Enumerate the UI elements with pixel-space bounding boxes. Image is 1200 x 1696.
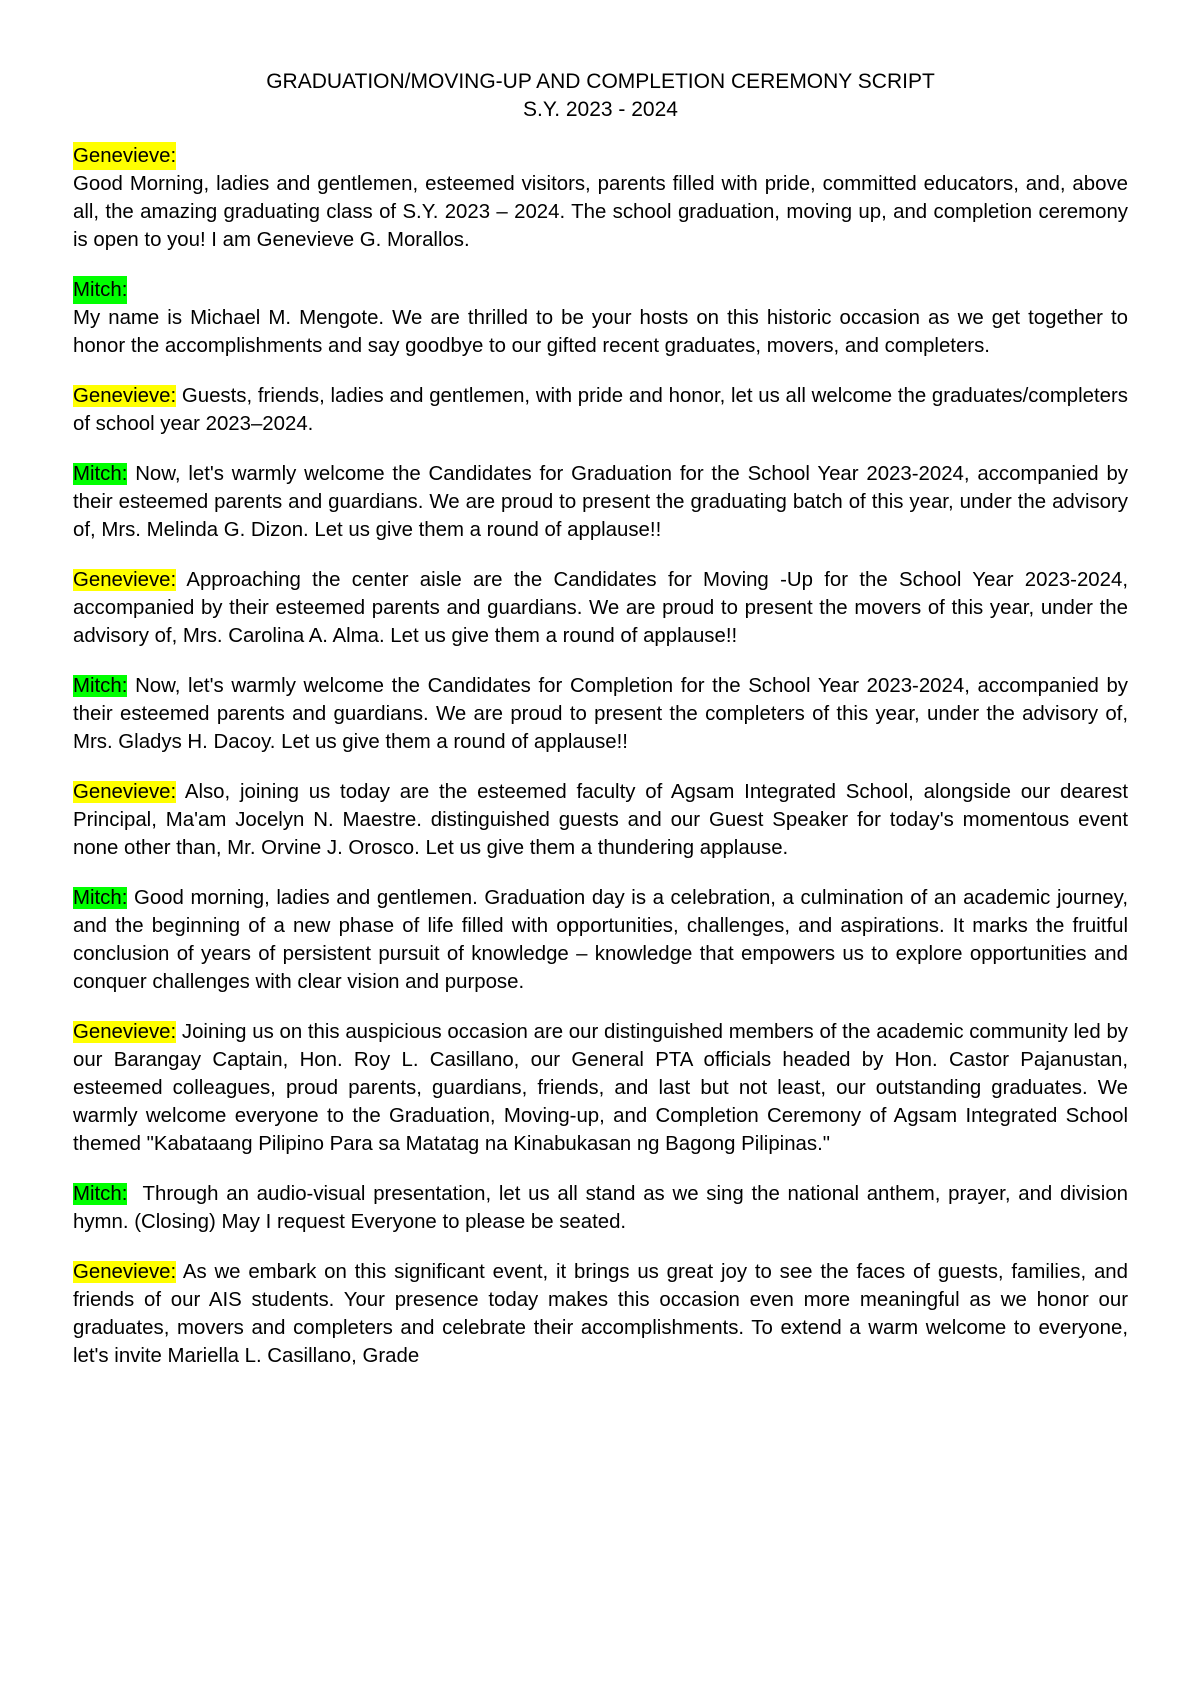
speaker-label-mitch: Mitch:: [73, 1183, 128, 1205]
document-header: [73, 68, 1128, 124]
school-year: S.Y. 2023 - 2024: [523, 98, 678, 121]
script-entry: [73, 1180, 1128, 1236]
speaker-line: Guests, friends, ladies and gentlemen, with pride and honor, let us all welcome the graduates/completers of school year 2023–2024.: [73, 385, 1129, 435]
script-entry: [73, 778, 1128, 862]
document-title: GRADUATION/MOVING-UP AND COMPLETION CEREMONY SCRIPT: [266, 70, 935, 93]
script-entry: [73, 382, 1128, 438]
speaker-line: Now, let's warmly welcome the Candidates for Graduation for the School Year 2023-2024, accompanied by their esteemed parents and guardians. We are proud to present the graduating batch of this year, under the advisory of, Mrs. Melinda G. Dizon. Let us give them a round of applause!!: [73, 463, 1128, 541]
speaker-label-genevieve: Genevieve:: [73, 781, 177, 803]
script-entry: [73, 1258, 1128, 1370]
speaker-line: Approaching the center aisle are the Candidates for Moving -Up for the School Year 2023-2024, accompanied by their esteemed parents and guardians. We are proud to present the movers of this year, under the advisory of, Mrs. Carolina A. Alma. Let us give them a round of applause!!: [73, 569, 1128, 647]
speaker-label-genevieve: Genevieve:: [73, 142, 176, 170]
speaker-label-mitch: Mitch:: [73, 887, 128, 909]
script-entry: [73, 142, 1128, 254]
speaker-label-genevieve: Genevieve:: [73, 1021, 177, 1043]
speaker-line: Joining us on this auspicious occasion are our distinguished members of the academic community led by our Barangay Captain, Hon. Roy L. Casillano, our General PTA officials headed by Hon. Castor Pajanustan, esteemed colleagues, proud parents, guardians, friends, and last but not least, our outstanding graduates. We warmly welcome everyone to the Graduation, Moving-up, and Completion Ceremony of Agsam Integrated School themed "Kabataang Pilipino Para sa Matatag na Kinabukasan ng Bagong Pilipinas.": [73, 1021, 1128, 1155]
speaker-label-genevieve: Genevieve:: [73, 569, 177, 591]
speaker-line: Also, joining us today are the esteemed faculty of Agsam Integrated School, alongside our dearest Principal, Ma'am Jocelyn N. Maestre. distinguished guests and our Guest Speaker for today's momentous event none other than, Mr. Orvine J. Orosco. Let us give them a thundering applause.: [73, 781, 1128, 859]
speaker-label-genevieve: Genevieve:: [73, 385, 177, 407]
script-entry: [73, 566, 1128, 650]
speaker-label-genevieve: Genevieve:: [73, 1261, 177, 1283]
speaker-line: Good morning, ladies and gentlemen. Graduation day is a celebration, a culmination of an academic journey, and the beginning of a new phase of life filled with opportunities, challenges, and aspirations. It marks the fruitful conclusion of years of persistent pursuit of knowledge – knowledge that empowers us to explore opportunities and conquer challenges with clear vision and purpose.: [73, 887, 1128, 993]
speaker-line: Good Morning, ladies and gentlemen, esteemed visitors, parents filled with pride, committed educators, and, above all, the amazing graduating class of S.Y. 2023 – 2024. The school graduation, moving up, and completion ceremony is open to you! I am Genevieve G. Morallos.: [73, 173, 1128, 251]
speaker-label-mitch: Mitch:: [73, 463, 128, 485]
script-entry: [73, 276, 1128, 360]
script-entry: [73, 1018, 1128, 1158]
speaker-label-mitch: Mitch:: [73, 675, 128, 697]
speaker-line: As we embark on this significant event, it brings us great joy to see the faces of guests, families, and friends of our AIS students. Your presence today makes this occasion even more meaningful as we honor our graduates, movers and completers and celebrate their accomplishments. To extend a warm welcome to everyone, let's invite Mariella L. Casillano, Grade: [73, 1261, 1128, 1367]
speaker-line: Through an audio-visual presentation, let us all stand as we sing the national anthem, prayer, and division hymn. (Closing) May I request Everyone to please be seated.: [73, 1183, 1128, 1233]
speaker-line: Now, let's warmly welcome the Candidates for Completion for the School Year 2023-2024, accompanied by their esteemed parents and guardians. We are proud to present the completers of this year, under the advisory of, Mrs. Gladys H. Dacoy. Let us give them a round of applause!!: [73, 675, 1128, 753]
script-entry: [73, 460, 1128, 544]
script-entry: [73, 672, 1128, 756]
speaker-line: My name is Michael M. Mengote. We are thrilled to be your hosts on this historic occasion as we get together to honor the accomplishments and say goodbye to our gifted recent graduates, movers, and completers.: [73, 307, 1128, 357]
script-entry: [73, 884, 1128, 996]
speaker-label-mitch: Mitch:: [73, 276, 127, 304]
